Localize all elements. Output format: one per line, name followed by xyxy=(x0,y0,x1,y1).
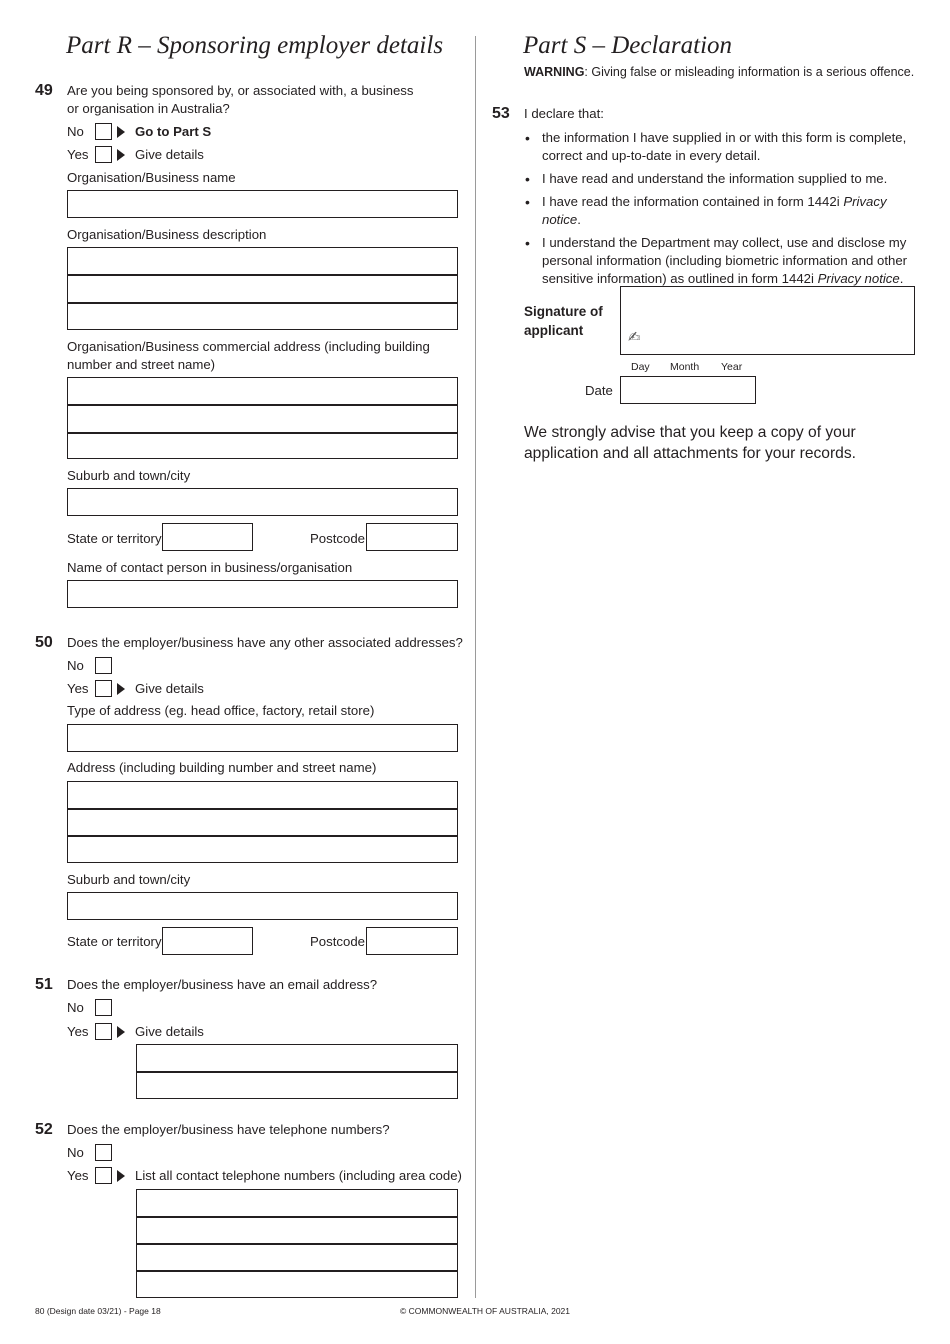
question-53-number: 53 xyxy=(492,105,510,122)
privacy-notice-ref: Privacy notice xyxy=(542,194,887,227)
footer-page-info: 80 (Design date 03/21) - Page 18 xyxy=(35,1306,161,1316)
arrow-right-icon xyxy=(117,683,125,695)
assoc-address-field-1[interactable] xyxy=(67,781,458,809)
org-postcode-field[interactable] xyxy=(366,523,458,551)
question-50-text: Does the employer/business have any other associated addresses? xyxy=(67,635,463,650)
warning-line xyxy=(524,65,914,79)
assoc-suburb-field[interactable] xyxy=(67,892,458,920)
q52-yes-instruction: List all contact telephone numbers (including area code) xyxy=(135,1168,462,1183)
question-52-text: Does the employer/business have telephone numbers? xyxy=(67,1122,390,1137)
declaration-item-2: • I have read and understand the information supplied to me. xyxy=(524,170,914,188)
org-address-label: Organisation/Business commercial address (including building number and street name) xyxy=(67,339,430,372)
q52-yes-checkbox[interactable] xyxy=(95,1167,112,1184)
assoc-address-field-3[interactable] xyxy=(67,836,458,863)
org-suburb-label: Suburb and town/city xyxy=(67,468,191,483)
q51-no-checkbox[interactable] xyxy=(95,999,112,1016)
declaration-intro: I declare that: xyxy=(524,106,604,121)
q50-yes-checkbox[interactable] xyxy=(95,680,112,697)
pen-writing-icon: ✍ xyxy=(628,329,641,346)
question-51-text: Does the employer/business have an email address? xyxy=(67,977,378,992)
declaration-item-3-text: I have read the information contained in form 1442i xyxy=(542,194,844,209)
warning-text: : Giving false or misleading information is a serious offence. xyxy=(584,65,915,79)
arrow-right-icon xyxy=(117,1026,125,1038)
contact-person-field[interactable] xyxy=(67,580,458,608)
declaration-list xyxy=(524,129,914,293)
q49-no-instruction: Go to Part S xyxy=(135,124,212,139)
date-day-label: Day xyxy=(631,361,650,373)
date-year-label: Year xyxy=(721,361,743,373)
q49-no-checkbox[interactable] xyxy=(95,123,112,140)
org-address-field-1[interactable] xyxy=(67,377,458,405)
q49-yes-checkbox[interactable] xyxy=(95,146,112,163)
signature-label: Signature of applicant xyxy=(524,304,603,338)
org-state-label: State or territory xyxy=(67,531,162,546)
assoc-suburb-label: Suburb and town/city xyxy=(67,872,191,887)
part-r-title: Part R – Sponsoring employer details xyxy=(66,32,444,59)
assoc-postcode-label: Postcode xyxy=(310,934,365,949)
declaration-item-3-end: . xyxy=(577,212,581,227)
assoc-address-field-2[interactable] xyxy=(67,809,458,836)
q52-no-label: No xyxy=(67,1145,84,1160)
q51-no-label: No xyxy=(67,1000,84,1015)
q49-yes-instruction: Give details xyxy=(135,147,204,162)
q50-yes-instruction: Give details xyxy=(135,681,204,696)
signature-field[interactable] xyxy=(620,286,915,355)
q51-yes-label: Yes xyxy=(67,1024,89,1039)
declaration-item-4-text: I understand the Department may collect, use and disclose my personal information (including biometric information and other sensitive information) as outlined in form 1442i xyxy=(542,235,908,286)
email-field-1[interactable] xyxy=(136,1044,458,1072)
part-s-title: Part S – Declaration xyxy=(523,32,733,59)
q49-yes-label: Yes xyxy=(67,147,89,162)
footer-copyright: © COMMONWEALTH OF AUSTRALIA, 2021 xyxy=(400,1306,570,1316)
warning-label: WARNING xyxy=(524,65,585,79)
email-field-2[interactable] xyxy=(136,1072,458,1099)
org-suburb-field[interactable] xyxy=(67,488,458,516)
q49-no-label: No xyxy=(67,124,84,139)
org-desc-field-1[interactable] xyxy=(67,247,458,275)
org-address-field-3[interactable] xyxy=(67,433,458,459)
q50-no-label: No xyxy=(67,658,84,673)
assoc-postcode-field[interactable] xyxy=(366,927,458,955)
date-label: Date xyxy=(585,383,613,398)
org-state-field[interactable] xyxy=(162,523,253,551)
phone-field-2[interactable] xyxy=(136,1217,458,1244)
declaration-item-4-end: . xyxy=(899,271,904,286)
arrow-right-icon xyxy=(117,126,125,138)
phone-field-4[interactable] xyxy=(136,1271,458,1298)
arrow-right-icon xyxy=(117,149,125,161)
address-type-field[interactable] xyxy=(67,724,458,752)
q52-yes-label: Yes xyxy=(67,1168,89,1183)
contact-person-label: Name of contact person in business/organisation xyxy=(67,560,353,575)
phone-field-3[interactable] xyxy=(136,1244,458,1271)
question-49-text: Are you being sponsored by, or associated with, a business or organisation in Australia? xyxy=(67,83,414,116)
date-field[interactable] xyxy=(620,376,756,404)
q51-yes-checkbox[interactable] xyxy=(95,1023,112,1040)
question-52-number: 52 xyxy=(35,1121,53,1138)
privacy-notice-ref: Privacy notice xyxy=(817,271,900,286)
org-name-label: Organisation/Business name xyxy=(67,170,236,185)
arrow-right-icon xyxy=(117,1170,125,1182)
declaration-item-1: • the information I have supplied in or with this form is complete, correct and up-to-date in every detail. xyxy=(524,129,914,165)
assoc-address-label: Address (including building number and street name) xyxy=(67,760,377,775)
declaration-item-3 xyxy=(524,193,914,229)
declaration-item-4 xyxy=(524,234,914,288)
org-desc-field-2[interactable] xyxy=(67,275,458,303)
org-name-field[interactable] xyxy=(67,190,458,218)
keep-copy-advice: We strongly advise that you keep a copy of your application and all attachments for your records. xyxy=(524,424,856,462)
assoc-state-label: State or territory xyxy=(67,934,162,949)
question-51-number: 51 xyxy=(35,976,53,993)
q52-no-checkbox[interactable] xyxy=(95,1144,112,1161)
question-49-number: 49 xyxy=(35,82,53,99)
phone-field-1[interactable] xyxy=(136,1189,458,1217)
q50-no-checkbox[interactable] xyxy=(95,657,112,674)
address-type-label: Type of address (eg. head office, factory, retail store) xyxy=(67,703,375,718)
org-desc-field-3[interactable] xyxy=(67,303,458,330)
q50-yes-label: Yes xyxy=(67,681,89,696)
org-desc-label: Organisation/Business description xyxy=(67,227,267,242)
q51-yes-instruction: Give details xyxy=(135,1024,204,1039)
org-address-field-2[interactable] xyxy=(67,405,458,433)
question-50-number: 50 xyxy=(35,634,53,651)
date-month-label: Month xyxy=(670,361,700,373)
org-postcode-label: Postcode xyxy=(310,531,365,546)
assoc-state-field[interactable] xyxy=(162,927,253,955)
column-divider xyxy=(475,36,476,1298)
